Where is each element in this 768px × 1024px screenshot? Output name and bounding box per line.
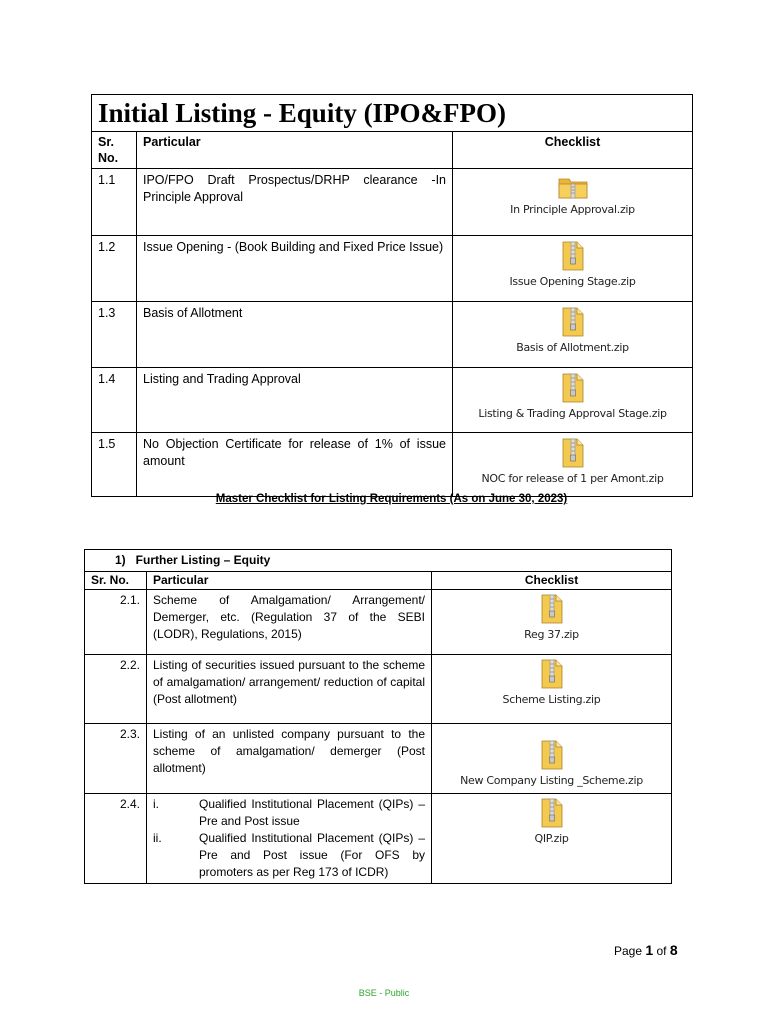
attachment-filename[interactable]: New Company Listing _Scheme.zip xyxy=(460,774,643,787)
list-text: Qualified Institutional Placement (QIPs) – Pre and Post issue xyxy=(199,797,425,828)
sr-no: 2.2. xyxy=(85,655,147,724)
checklist-attachment[interactable] xyxy=(453,368,693,433)
header-sr-no: Sr. No. xyxy=(85,572,147,590)
sr-no: 2.1. xyxy=(85,590,147,655)
particular: Listing of securities issued pursuant to the scheme of amalgamation/ arrangement/ reduction of capital (Post allotment) xyxy=(147,655,432,724)
page-total: 8 xyxy=(669,942,678,958)
table-row xyxy=(85,794,672,884)
attachment-filename[interactable]: QIP.zip xyxy=(534,832,569,845)
attachment-filename[interactable]: Reg 37.zip xyxy=(524,628,579,641)
particular: Basis of Allotment xyxy=(137,302,453,368)
folder-zip-icon[interactable] xyxy=(558,175,588,199)
checklist-attachment[interactable] xyxy=(432,590,672,655)
table-title: Initial Listing - Equity (IPO&FPO) xyxy=(92,95,693,132)
particular: Listing of an unlisted company pursuant to the scheme of amalgamation/ demerger (Post allotment) xyxy=(147,724,432,794)
sr-no: 1.5 xyxy=(92,433,137,497)
classification-footer: BSE - Public xyxy=(358,988,410,998)
zip-file-icon[interactable] xyxy=(541,594,563,624)
sr-no: 2.3. xyxy=(85,724,147,794)
zip-file-icon[interactable] xyxy=(562,307,584,337)
header-particular: Particular xyxy=(137,132,453,169)
table-row xyxy=(85,590,672,655)
attachment-filename[interactable]: Issue Opening Stage.zip xyxy=(509,275,636,288)
list-item xyxy=(153,796,425,830)
particular: No Objection Certificate for release of 1% of issue amount xyxy=(137,433,453,497)
page-of: of xyxy=(653,944,670,958)
list-number: i. xyxy=(153,797,159,811)
table-row xyxy=(92,169,693,236)
sr-no: 1.4 xyxy=(92,368,137,433)
table-row xyxy=(85,655,672,724)
header-particular: Particular xyxy=(147,572,432,590)
zip-file-icon[interactable] xyxy=(562,438,584,468)
attachment-filename[interactable]: Scheme Listing.zip xyxy=(502,693,601,706)
table-row xyxy=(92,236,693,302)
page-prefix: Page xyxy=(614,944,646,958)
page-number xyxy=(614,942,678,958)
checklist-attachment[interactable] xyxy=(432,655,672,724)
particular: Issue Opening - (Book Building and Fixed Price Issue) xyxy=(137,236,453,302)
attachment-filename[interactable]: In Principle Approval.zip xyxy=(510,203,635,216)
checklist-attachment[interactable] xyxy=(432,794,672,884)
section-title: 1) Further Listing – Equity xyxy=(85,550,672,572)
zip-file-icon[interactable] xyxy=(541,798,563,828)
page-current: 1 xyxy=(645,942,654,958)
header-sr-no: Sr. No. xyxy=(92,132,137,169)
zip-file-icon[interactable] xyxy=(562,373,584,403)
zip-file-icon[interactable] xyxy=(541,740,563,770)
initial-listing-table xyxy=(91,94,693,497)
sr-no: 2.4. xyxy=(85,794,147,884)
sr-no: 1.1 xyxy=(92,169,137,236)
table-row xyxy=(92,433,693,497)
checklist-attachment[interactable] xyxy=(453,433,693,497)
document-caption: Master Checklist for Listing Requirements (As on June 30, 2023) xyxy=(215,493,568,505)
header-checklist: Checklist xyxy=(453,132,693,169)
checklist-attachment[interactable] xyxy=(453,169,693,236)
particular-list xyxy=(147,794,432,884)
header-checklist: Checklist xyxy=(432,572,672,590)
attachment-filename[interactable]: NOC for release of 1 per Amont.zip xyxy=(481,472,664,485)
list-item xyxy=(153,830,425,881)
table-row xyxy=(92,302,693,368)
checklist-attachment[interactable] xyxy=(432,724,672,794)
particular: Scheme of Amalgamation/ Arrangement/ Demerger, etc. (Regulation 37 of the SEBI (LODR), Regulations, 2015) xyxy=(147,590,432,655)
particular: Listing and Trading Approval xyxy=(137,368,453,433)
zip-file-icon[interactable] xyxy=(541,659,563,689)
table-row xyxy=(92,368,693,433)
sr-no: 1.3 xyxy=(92,302,137,368)
list-text: Qualified Institutional Placement (QIPs) – Pre and Post issue (For OFS by promoters as per Reg 173 of ICDR) xyxy=(199,831,425,879)
sr-no: 1.2 xyxy=(92,236,137,302)
attachment-filename[interactable]: Listing & Trading Approval Stage.zip xyxy=(478,407,667,420)
further-listing-table xyxy=(84,549,672,884)
checklist-attachment[interactable] xyxy=(453,236,693,302)
list-number: ii. xyxy=(153,831,162,845)
particular: IPO/FPO Draft Prospectus/DRHP clearance -In Principle Approval xyxy=(137,169,453,236)
checklist-attachment[interactable] xyxy=(453,302,693,368)
table-row xyxy=(85,724,672,794)
zip-file-icon[interactable] xyxy=(562,241,584,271)
attachment-filename[interactable]: Basis of Allotment.zip xyxy=(516,341,629,354)
